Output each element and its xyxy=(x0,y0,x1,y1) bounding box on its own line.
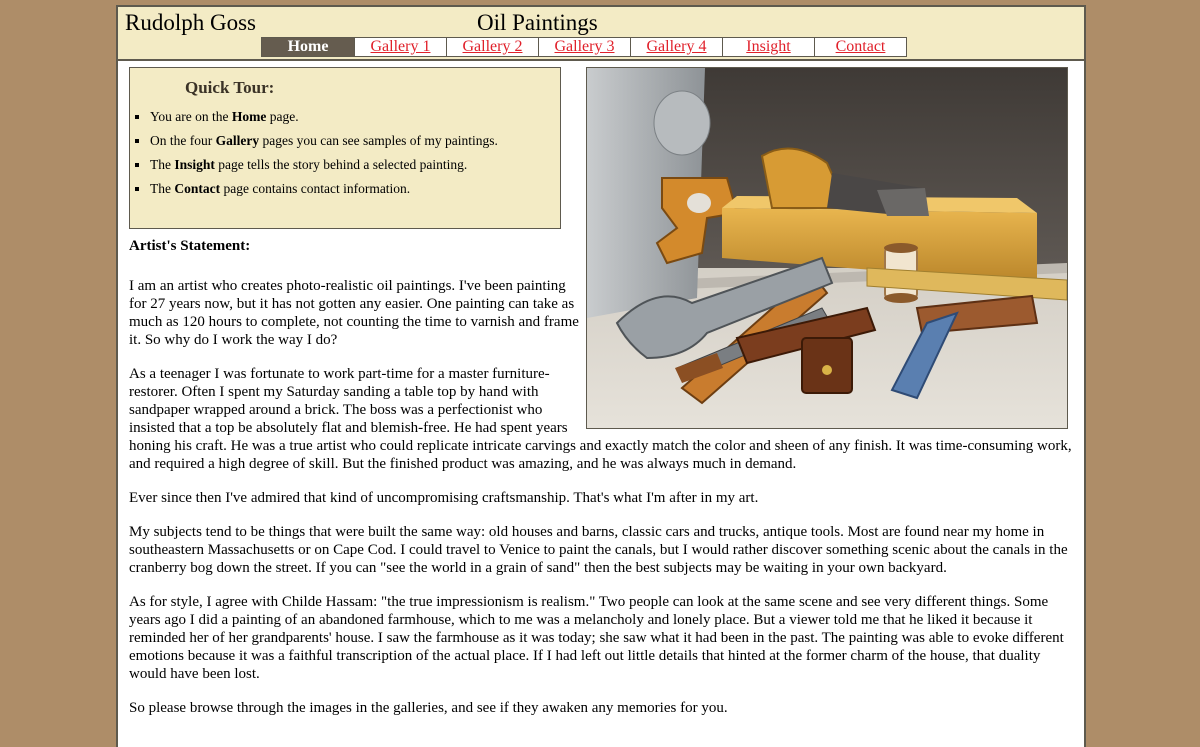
nav-contact[interactable]: Contact xyxy=(814,38,906,56)
list-item: ▪ The Contact page contains contact information. xyxy=(150,180,550,204)
statement-heading: Artist's Statement: xyxy=(129,238,251,254)
statement-paragraph: My subjects tend to be things that were built the same way: old houses and barns, classic cars and trucks, antique tools. Most are found near my home in southeastern Massachusetts or on Cape Cod. I could travel to Venice to paint the canals, but I would rather discover something scenic about the canals in the cranberry bog down the street. If you can "see the world in a grain of sand" then the best subjects may be waiting in your own backyard. xyxy=(129,524,1068,576)
emphasis: Contact xyxy=(174,181,221,196)
site-title: Oil Paintings xyxy=(477,10,598,35)
statement-paragraph: As for style, I agree with Childe Hassam: "the true impressionism is realism." Two people can look at the same scene and see very different things. Some years ago I did a painting of an abandoned farmhouse, which to me was a melancholy and lonely place. But a viewer told me that he liked it because it reminded her of her grandparents' house. I saw the farmhouse as it was today; she saw what it had been in the past. The painting was able to evoke different emotions because it was a faithful transcription of the actual place. If I had left out little details that hinted at the former charm of the house, that duality would have been lost. xyxy=(129,594,1064,682)
nav-gallery-2[interactable]: Gallery 2 xyxy=(446,38,538,56)
list-item: ▪ You are on the Home page. xyxy=(150,108,550,132)
list-item: ▪ On the four Gallery pages you can see samples of my paintings. xyxy=(150,132,550,156)
page-container xyxy=(116,5,1086,747)
quick-tour-list xyxy=(150,108,550,204)
statement-paragraph: So please browse through the images in the galleries, and see if they awaken any memories for you. xyxy=(129,700,728,716)
artist-statement xyxy=(129,277,1074,733)
statement-paragraph: As a teenager I was fortunate to work part-time for a master furniture-restorer. Often I spent my Saturday sanding a table top by hand with sandpaper wrapped around a brick. The boss was a perfectionist who insisted that a top be absolutely flat and blemish-free. He had spent years honing his craft. He was a true artist who could replicate intricate carvings and exactly match the color and sheen of any finish. It was time-consuming work, and required a high degree of skill. But the finished product was amazing, and he was always much in demand. xyxy=(129,366,1072,472)
nav-gallery-1[interactable]: Gallery 1 xyxy=(354,38,446,56)
site-header xyxy=(118,7,1084,61)
emphasis: Gallery xyxy=(215,133,260,148)
emphasis: Home xyxy=(231,109,267,124)
artist-name: Rudolph Goss xyxy=(125,10,256,35)
quick-tour-box xyxy=(129,67,561,229)
main-nav xyxy=(261,37,907,57)
nav-insight[interactable]: Insight xyxy=(722,38,814,56)
emphasis: Insight xyxy=(174,157,215,172)
nav-gallery-4[interactable]: Gallery 4 xyxy=(630,38,722,56)
nav-gallery-3[interactable]: Gallery 3 xyxy=(538,38,630,56)
nav-home[interactable]: Home xyxy=(262,38,354,56)
layout-spacer xyxy=(584,277,1074,432)
statement-paragraph: Ever since then I've admired that kind of uncompromising craftsmanship. That's what I'm after in my art. xyxy=(129,490,759,506)
list-item: ▪ The Insight page tells the story behind a selected painting. xyxy=(150,156,550,180)
quick-tour-title: Quick Tour: xyxy=(185,78,275,97)
statement-paragraph: I am an artist who creates photo-realistic oil paintings. I've been painting for 27 years now, but it has not gotten any easier. One painting can take as much as 120 hours to complete, not counting the time to varnish and frame it. So why do I work the way I do? xyxy=(129,278,579,348)
